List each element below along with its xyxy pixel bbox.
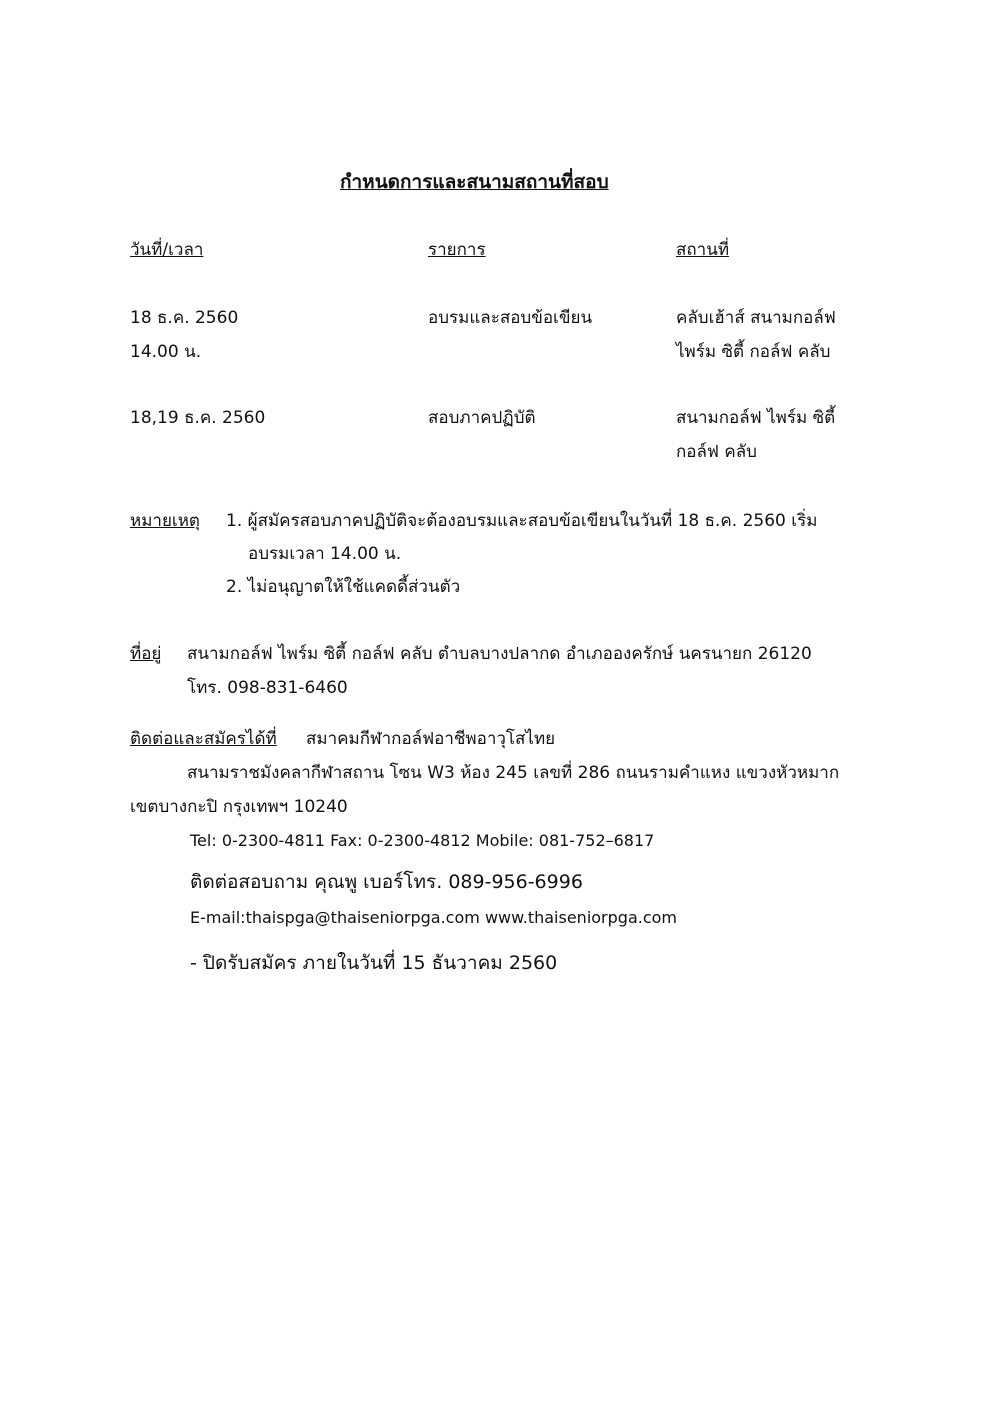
- contact-org: สมาคมกีฬากอล์ฟอาชีพอาวุโสไทย: [306, 729, 556, 749]
- contact-address: เขตบางกะปิ กรุงเทพฯ 10240: [130, 797, 348, 817]
- row-place: กอล์ฟ คลับ: [676, 442, 757, 462]
- contact-phones: Tel: 0-2300-4811 Fax: 0-2300-4812 Mobile: 081-752–6817: [190, 831, 655, 850]
- header-date: วันที่/เวลา: [130, 240, 204, 260]
- email-label: E-mail:: [190, 908, 246, 927]
- contact-address: สนามราชมังคลากีฬาสถาน โซน W3 ห้อง 245 เลขที่ 286 ถนนรามคำแหง แขวงหัวหมาก: [187, 763, 840, 783]
- row-place: คลับเฮ้าส์ สนามกอล์ฟ: [676, 308, 836, 328]
- contact-inquiry: ติดต่อสอบถาม คุณพู เบอร์โทร. 089-956-6996: [190, 871, 583, 893]
- row-time: 14.00 น.: [130, 342, 202, 362]
- note-item-continuation: อบรมเวลา 14.00 น.: [248, 544, 402, 564]
- address-phone: โทร. 098-831-6460: [187, 678, 348, 698]
- row-item: อบรมและสอบข้อเขียน: [428, 308, 593, 328]
- row-place: สนามกอล์ฟ ไพร์ม ซิตี้: [676, 408, 836, 428]
- contact-label: ติดต่อและสมัครได้ที่: [130, 729, 277, 749]
- address-line: สนามกอล์ฟ ไพร์ม ซิตี้ กอล์ฟ คลับ ตำบลบางปลากด อำเภอองครักษ์ นครนายก 26120: [187, 644, 812, 664]
- note-item: 2. ไม่อนุญาตให้ใช้แคดดี้ส่วนตัว: [226, 577, 461, 597]
- header-item: รายการ: [428, 240, 486, 260]
- application-deadline: - ปิดรับสมัคร ภายในวันที่ 15 ธันวาคม 2560: [190, 952, 558, 974]
- row-item: สอบภาคปฏิบัติ: [428, 408, 536, 428]
- row-place: ไพร์ม ซิตี้ กอล์ฟ คลับ: [676, 342, 831, 362]
- note-item: 1. ผู้สมัครสอบภาคปฏิบัติจะต้องอบรมและสอบข้อเขียนในวันที่ 18 ธ.ค. 2560 เริ่ม: [226, 511, 818, 531]
- row-date: 18,19 ธ.ค. 2560: [130, 408, 266, 428]
- header-place: สถานที่: [676, 240, 730, 260]
- address-label: ที่อยู่: [130, 644, 162, 664]
- row-date: 18 ธ.ค. 2560: [130, 308, 239, 328]
- email-link[interactable]: thaispga@thaiseniorpga.com: [245, 908, 480, 927]
- website-link[interactable]: www.thaiseniorpga.com: [484, 908, 677, 927]
- contact-email-line: [190, 908, 677, 927]
- page-title: กำหนดการและสนามสถานที่สอบ: [340, 171, 609, 193]
- notes-label: หมายเหตุ: [130, 511, 200, 531]
